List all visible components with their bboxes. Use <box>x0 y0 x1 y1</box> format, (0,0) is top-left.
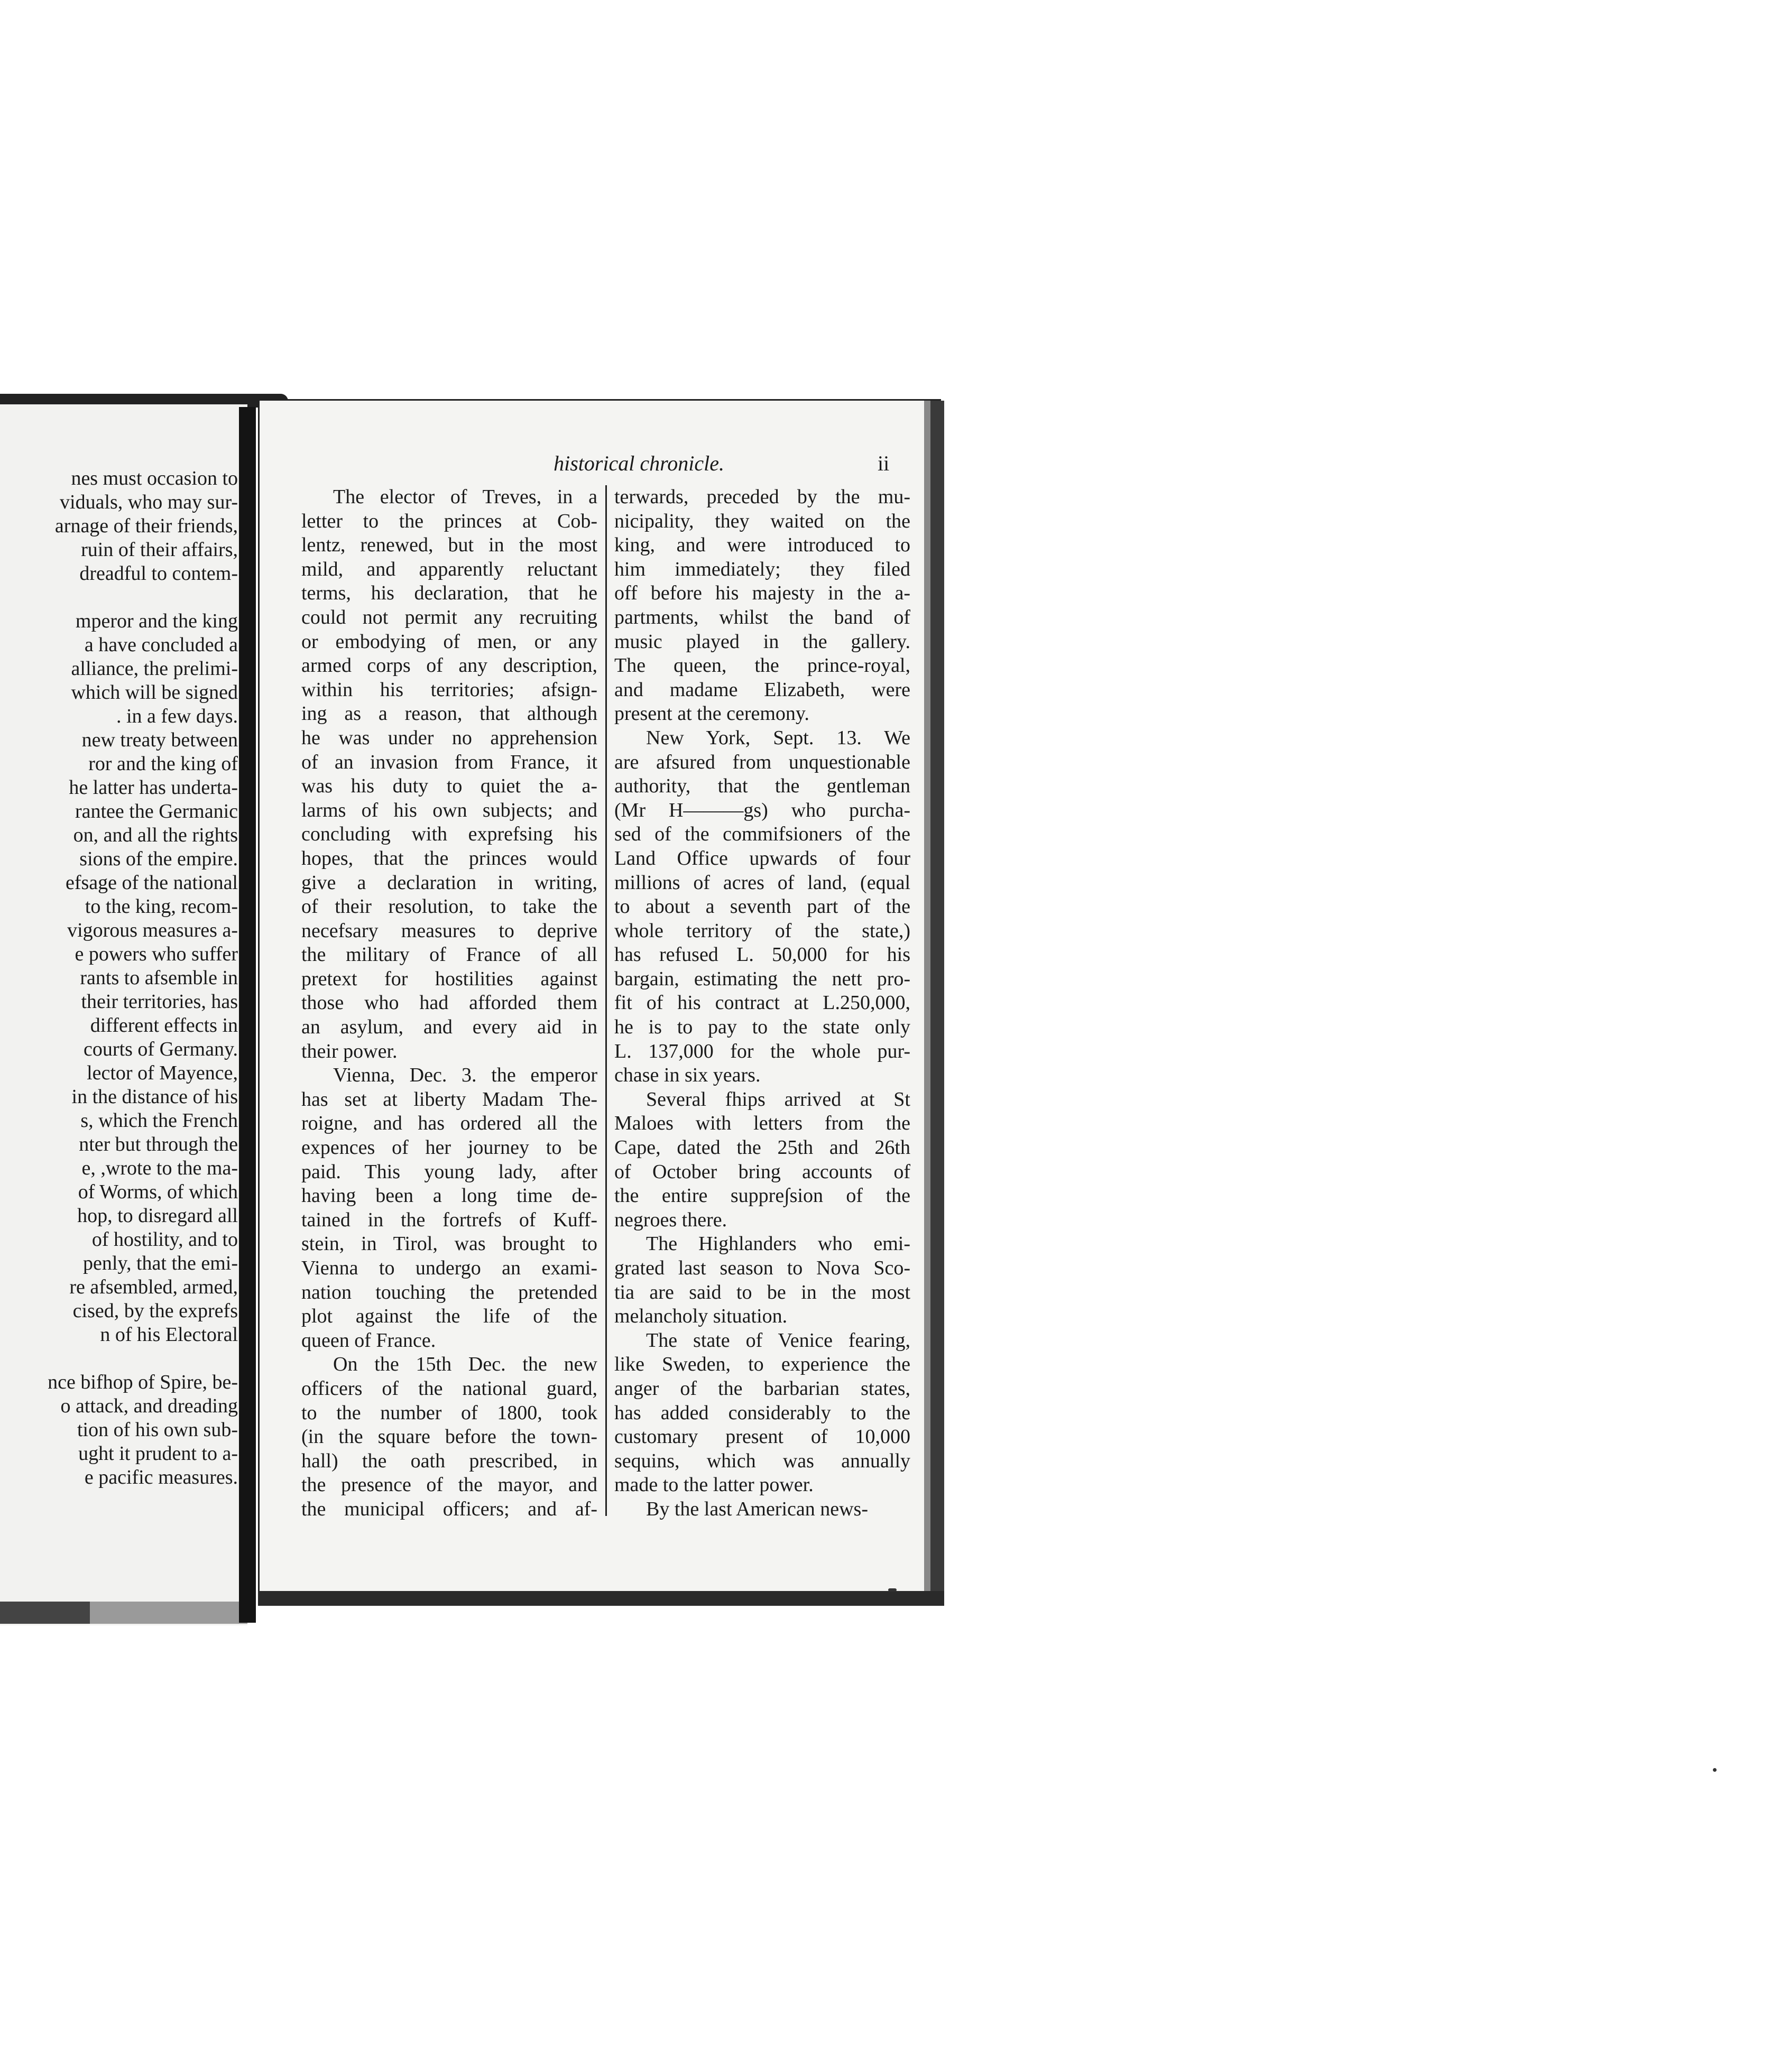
text-line: nicipality, they waited on the <box>614 510 910 532</box>
text-line: sed of the commifsioners of the <box>614 823 910 846</box>
text-line: negroes there. <box>614 1208 727 1231</box>
left-page-text-line: sions of the empire. <box>79 848 238 870</box>
text-line: stein, in Tirol, was brought to <box>301 1233 597 1255</box>
text-line: those who had afforded them <box>301 992 597 1014</box>
text-line: roigne, and has ordered all the <box>301 1112 597 1135</box>
text-line: (in the square before the town- <box>301 1426 597 1448</box>
text-line: their power. <box>301 1040 398 1062</box>
text-line: officers of the national guard, <box>301 1377 597 1400</box>
text-line: tia are said to be in the most <box>614 1281 910 1303</box>
text-line: Several fhips arrived at St <box>646 1088 910 1111</box>
text-line: him immediately; they filed <box>614 558 910 580</box>
left-page-text-line: o attack, and dreading <box>60 1395 238 1417</box>
text-line: of an invasion from France, it <box>301 751 597 773</box>
right-page-fore-edge <box>930 401 944 1603</box>
text-line: has refused L. 50,000 for his <box>614 944 910 966</box>
right-page-bottom-edge <box>258 1591 944 1606</box>
left-page-text-line: to the king, recom- <box>85 895 238 918</box>
left-page-text-line: penly, that the emi- <box>83 1252 238 1274</box>
left-page-text-line: nes must occasion to <box>71 467 238 489</box>
text-line: mild, and apparently reluctant <box>301 558 597 580</box>
left-page-text-line: mperor and the king <box>75 610 238 632</box>
left-page-text-line: viduals, who may sur- <box>60 491 238 513</box>
left-page-text-line: e powers who suffer <box>75 943 238 965</box>
text-line: concluding with exprefsing his <box>301 823 597 846</box>
text-line: The state of Venice fearing, <box>646 1329 910 1352</box>
text-line: bargain, estimating the nett pro- <box>614 967 910 990</box>
left-page-text-line: of hostility, and to <box>91 1228 238 1251</box>
left-page-text-line: vigorous measures a- <box>67 919 238 941</box>
text-line: customary present of 10,000 <box>614 1426 910 1448</box>
text-line: of October bring accounts of <box>614 1160 910 1183</box>
text-line: and madame Elizabeth, were <box>614 678 910 701</box>
book-gutter <box>239 407 256 1623</box>
text-line: has set at liberty Madam The- <box>301 1088 597 1111</box>
left-page-text-line: hop, to disregard all <box>77 1205 238 1227</box>
left-page-text-line: n of his Electoral <box>100 1324 238 1346</box>
text-line: he is to pay to the state only <box>614 1016 910 1039</box>
text-line: Vienna to undergo an exami- <box>301 1257 597 1279</box>
left-page <box>0 404 247 1625</box>
text-line: queen of France. <box>301 1329 436 1352</box>
left-page-text-line: dreadful to contem- <box>79 562 238 585</box>
text-line: ing as a reason, that although <box>301 702 597 725</box>
left-page-text-line: e, ,wrote to the ma- <box>81 1157 238 1179</box>
text-line: the entire suppre∫sion of the <box>614 1185 910 1207</box>
left-page-text-line: ror and the king of <box>88 753 238 775</box>
text-line: L. 137,000 for the whole pur- <box>614 1040 910 1062</box>
text-line: nation touching the pretended <box>301 1281 597 1303</box>
text-line: the military of France of all <box>301 944 597 966</box>
text-line: New York, Sept. 13. We <box>646 726 910 749</box>
text-line: chase in six years. <box>614 1064 761 1087</box>
text-line: the municipal officers; and af- <box>301 1497 597 1520</box>
left-page-text-line: alliance, the prelimi- <box>71 658 238 680</box>
right-page-fore-edge-inner <box>924 401 930 1603</box>
paper-speck <box>888 1588 897 1592</box>
left-page-text-line: their territories, has <box>81 991 238 1013</box>
text-line: music played in the gallery. <box>614 630 910 653</box>
text-line: terms, his declaration, that he <box>301 582 597 605</box>
text-line: lentz, renewed, but in the most <box>301 534 597 557</box>
left-page-text-line: which will be signed <box>71 681 238 704</box>
left-page-text-line: rantee the Germanic <box>75 800 238 822</box>
left-page-text-line: ught it prudent to a- <box>78 1442 238 1465</box>
text-line: Maloes with letters from the <box>614 1112 910 1135</box>
text-line: sequins, which was annually <box>614 1449 910 1472</box>
text-line: made to the latter power. <box>614 1474 814 1496</box>
text-line: (Mr H———gs) who purcha- <box>614 799 910 821</box>
text-line: plot against the life of the <box>301 1305 597 1328</box>
text-line: has added considerably to the <box>614 1401 910 1424</box>
text-line: paid. This young lady, after <box>301 1160 597 1183</box>
left-page-text-line: of Worms, of which <box>78 1181 238 1203</box>
left-page-text-line: lector of Mayence, <box>87 1062 238 1084</box>
left-page-text-line: nce bifhop of Spire, be- <box>48 1371 238 1393</box>
left-page-text-line: he latter has underta- <box>69 776 238 799</box>
running-head: historical chronicle. <box>554 451 724 475</box>
text-line: like Sweden, to experience the <box>614 1353 910 1376</box>
text-line: expences of her journey to be <box>301 1136 597 1159</box>
text-line: anger of the barbarian states, <box>614 1377 910 1400</box>
text-line: pretext for hostilities against <box>301 967 597 990</box>
left-page-text-line: a have concluded a <box>84 634 238 656</box>
text-line: present at the ceremony. <box>614 702 809 725</box>
text-line: give a declaration in writing, <box>301 871 597 894</box>
left-page-text-line: in the distance of his <box>71 1086 238 1108</box>
left-page-bottom-strip <box>90 1602 247 1624</box>
text-line: By the last American news- <box>646 1497 869 1520</box>
text-line: hall) the oath prescribed, in <box>301 1449 597 1472</box>
text-line: he was under no apprehension <box>301 726 597 749</box>
column-rule <box>605 485 607 1516</box>
text-column-right <box>614 485 910 1522</box>
text-line: to the number of 1800, took <box>301 1401 597 1424</box>
text-line: The Highlanders who emi- <box>646 1233 910 1255</box>
text-line: could not permit any recruiting <box>301 606 597 628</box>
text-line: hopes, that the princes would <box>301 847 597 870</box>
left-page-text-line: . in a few days. <box>116 705 238 727</box>
text-line: millions of acres of land, (equal <box>614 871 910 894</box>
left-page-text-line <box>0 586 238 609</box>
left-page-text-line: different effects in <box>90 1014 238 1037</box>
paper-speck <box>1713 1768 1717 1772</box>
text-line: having been a long time de- <box>301 1185 597 1207</box>
left-page-text-line: s, which the French <box>80 1109 238 1132</box>
text-line: The elector of Treves, in a <box>333 486 597 508</box>
text-line: off before his majesty in the a- <box>614 582 910 605</box>
left-page-text-line: courts of Germany. <box>84 1038 238 1060</box>
text-line: was his duty to quiet the a- <box>301 775 597 798</box>
text-line: The queen, the prince-royal, <box>614 654 910 677</box>
text-line: to about a seventh part of the <box>614 895 910 918</box>
page-number: ii <box>878 451 890 475</box>
text-line: Land Office upwards of four <box>614 847 910 870</box>
text-line: Cape, dated the 25th and 26th <box>614 1136 910 1159</box>
text-line: Vienna, Dec. 3. the emperor <box>333 1064 597 1087</box>
text-line: or embodying of men, or any <box>301 630 597 653</box>
left-page-text-line: e pacific measures. <box>84 1466 238 1488</box>
text-column-left <box>301 485 597 1522</box>
left-page-text-line: new treaty between <box>81 729 238 751</box>
left-page-text-line: efsage of the national <box>65 872 238 894</box>
text-line: of their resolution, to take the <box>301 895 597 918</box>
text-line: within his territories; afsign- <box>301 678 597 701</box>
left-page-text-line: nter but through the <box>79 1133 238 1155</box>
left-page-text-line: on, and all the rights <box>73 824 238 846</box>
text-line: grated last season to Nova Sco- <box>614 1257 910 1279</box>
text-line: are afsured from unquestionable <box>614 751 910 773</box>
left-page-text-line <box>0 1347 238 1371</box>
text-line: an asylum, and every aid in <box>301 1016 597 1039</box>
left-page-text-line: arnage of their friends, <box>54 515 238 537</box>
left-page-text-line: cised, by the exprefs <box>72 1300 238 1322</box>
text-line: authority, that the gentleman <box>614 775 910 798</box>
left-page-text-line: re afsembled, armed, <box>69 1276 238 1298</box>
left-page-text-line: ruin of their affairs, <box>81 539 238 561</box>
text-line: partments, whilst the band of <box>614 606 910 628</box>
text-line: king, and were introduced to <box>614 534 910 557</box>
text-line: necefsary measures to deprive <box>301 919 597 942</box>
text-line: melancholy situation. <box>614 1305 788 1328</box>
text-line: armed corps of any description, <box>301 654 597 677</box>
text-line: letter to the princes at Cob- <box>301 510 597 532</box>
text-line: whole territory of the state,) <box>614 919 910 942</box>
left-page-text-line: rants to afsemble in <box>80 967 238 989</box>
text-line: larms of his own subjects; and <box>301 799 597 821</box>
text-line: fit of his contract at L.250,000, <box>614 992 910 1014</box>
text-line: tained in the fortrefs of Kuff- <box>301 1208 597 1231</box>
text-line: On the 15th Dec. the new <box>333 1353 597 1376</box>
text-line: the presence of the mayor, and <box>301 1474 597 1496</box>
text-line: terwards, preceded by the mu- <box>614 486 910 508</box>
left-page-text-line: tion of his own sub- <box>77 1419 238 1441</box>
